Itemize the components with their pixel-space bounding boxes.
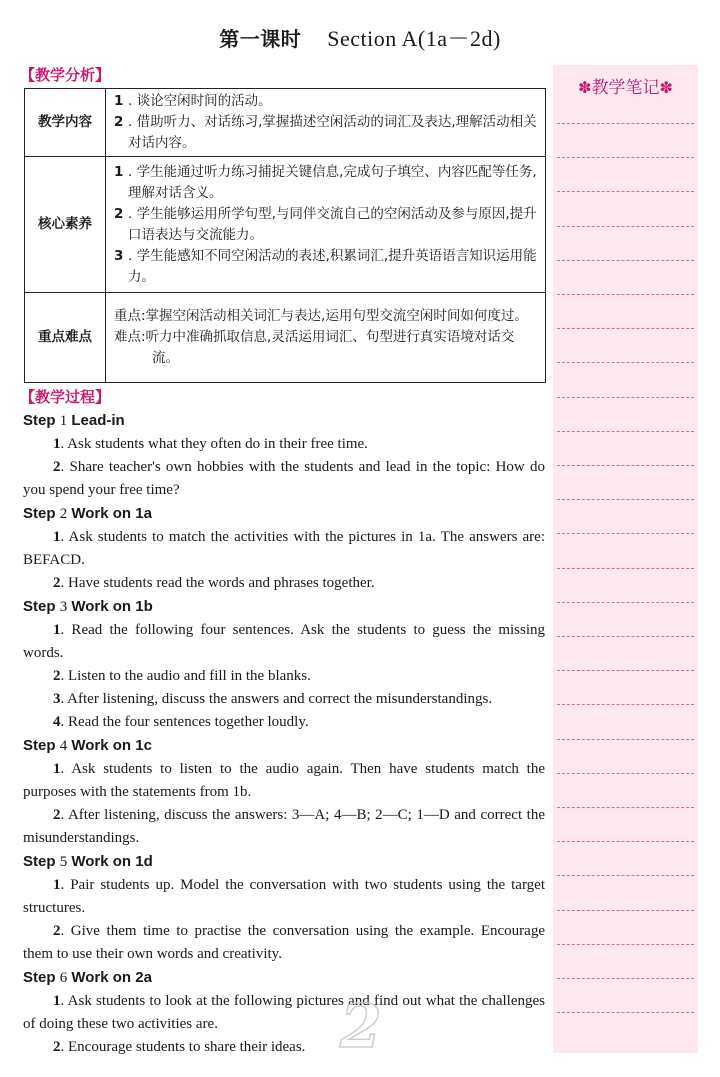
- step-paragraph: 2. Share teacher's own hobbies with the students and lead in the topic: How do you spend your free time?: [23, 459, 545, 498]
- step-paragraph: 1. Ask students to listen to the audio again. Then have students match the purposes with the statements from 1b.: [23, 761, 545, 800]
- list-item: 2 . 借助听力、对话练习,掌握描述空闲活动的词汇及表达,理解活动相关对话内容。: [114, 114, 537, 151]
- note-line: [557, 602, 694, 603]
- note-line: [557, 841, 694, 842]
- table-row: [25, 293, 546, 383]
- step-paragraph: 1. Ask students to look at the following pictures and find out what the challenges of doing these two activities are.: [23, 993, 545, 1032]
- note-line: [557, 465, 694, 466]
- note-line: [557, 328, 694, 329]
- lesson-title-cn: 第一课时: [219, 27, 302, 51]
- row-label-competence: 核心素养: [25, 157, 106, 293]
- difficult-point: 难点:听力中准确抓取信息,灵活运用词汇、句型进行真实语境对话交流。: [114, 329, 515, 366]
- key-point: 重点:掌握空闲活动相关词汇与表达,运用句型交流空闲时间如何度过。: [114, 308, 528, 324]
- step-paragraph: 2. Give them time to practise the conversation using the example. Encourage them to use their own words and creativity.: [23, 923, 545, 962]
- note-line: [557, 226, 694, 227]
- process-section-tag: 【教学过程】: [20, 388, 111, 406]
- note-line: [557, 397, 694, 398]
- note-line: [557, 157, 694, 158]
- step-paragraph: 1. Ask students what they often do in their free time.: [53, 436, 368, 452]
- step-paragraph: 1. Pair students up. Model the conversation with two students using the target structures.: [23, 877, 545, 916]
- note-line: [557, 294, 694, 295]
- teaching-process: [23, 409, 545, 1059]
- list-item: 2 . 学生能够运用所学句型,与同伴交流自己的空闲活动及参与原因,提升口语表达与交流能力。: [114, 205, 537, 243]
- analysis-table: [24, 88, 546, 383]
- note-line: [557, 191, 694, 192]
- step-heading: Step 2 Work on 1a: [23, 505, 152, 522]
- note-line: [557, 875, 694, 876]
- step-heading: Step 4 Work on 1c: [23, 737, 152, 754]
- row-label-content: 教学内容: [25, 89, 106, 157]
- note-line: [557, 773, 694, 774]
- step-paragraph: 2. Listen to the audio and fill in the blanks.: [53, 668, 311, 684]
- list-item: 3 . 学生能感知不同空闲活动的表述,积累词汇,提升英语语言知识运用能力。: [114, 247, 537, 285]
- step-heading: Step 1 Lead-in: [23, 412, 125, 429]
- step-paragraph: 3. After listening, discuss the answers and correct the misunderstandings.: [53, 691, 493, 707]
- step-paragraph: 4. Read the four sentences together loudly.: [53, 714, 309, 730]
- step-paragraph: 2. Encourage students to share their ideas.: [53, 1039, 306, 1055]
- step-heading: Step 6 Work on 2a: [23, 969, 152, 986]
- page-number: 2: [340, 992, 382, 1062]
- step-paragraph: 2. Have students read the words and phrases together.: [53, 575, 375, 591]
- teaching-notes-panel: [553, 65, 698, 1053]
- note-line: [557, 499, 694, 500]
- flower-icon: ✽: [578, 78, 592, 97]
- step-paragraph: 1. Read the following four sentences. Ask the students to guess the missing words.: [23, 622, 545, 661]
- list-item: 1 . 学生能通过听力练习捕捉关键信息,完成句子填空、内容匹配等任务,理解对话含义。: [114, 163, 537, 201]
- note-line: [557, 704, 694, 705]
- note-line: [557, 431, 694, 432]
- step-paragraph: 2. After listening, discuss the answers: 3—A; 4—B; 2—C; 1—D and correct the misunderstandings.: [23, 807, 545, 846]
- lesson-title-en: Section A(1a－2d): [327, 26, 501, 51]
- note-line: [557, 362, 694, 363]
- note-line: [557, 636, 694, 637]
- note-line: [557, 910, 694, 911]
- note-line: [557, 123, 694, 124]
- page-title: [0, 22, 720, 53]
- note-line: [557, 978, 694, 979]
- table-row: [25, 157, 546, 293]
- note-line: [557, 260, 694, 261]
- table-row: [25, 89, 546, 157]
- step-paragraph: 1. Ask students to match the activities with the pictures in 1a. The answers are: BEFACD.: [23, 529, 545, 568]
- note-line: [557, 670, 694, 671]
- row-label-key-points: 重点难点: [25, 293, 106, 383]
- note-line: [557, 739, 694, 740]
- notes-title: ✽教学笔记✽: [578, 78, 673, 98]
- note-line: [557, 807, 694, 808]
- note-line: [557, 533, 694, 534]
- list-item: 1 . 谈论空闲时间的活动。: [114, 93, 272, 109]
- flower-icon: ✽: [659, 78, 673, 97]
- step-heading: Step 5 Work on 1d: [23, 853, 153, 870]
- analysis-section-tag: 【教学分析】: [20, 66, 111, 84]
- note-line: [557, 944, 694, 945]
- step-heading: Step 3 Work on 1b: [23, 598, 153, 615]
- note-line: [557, 568, 694, 569]
- note-line: [557, 1012, 694, 1013]
